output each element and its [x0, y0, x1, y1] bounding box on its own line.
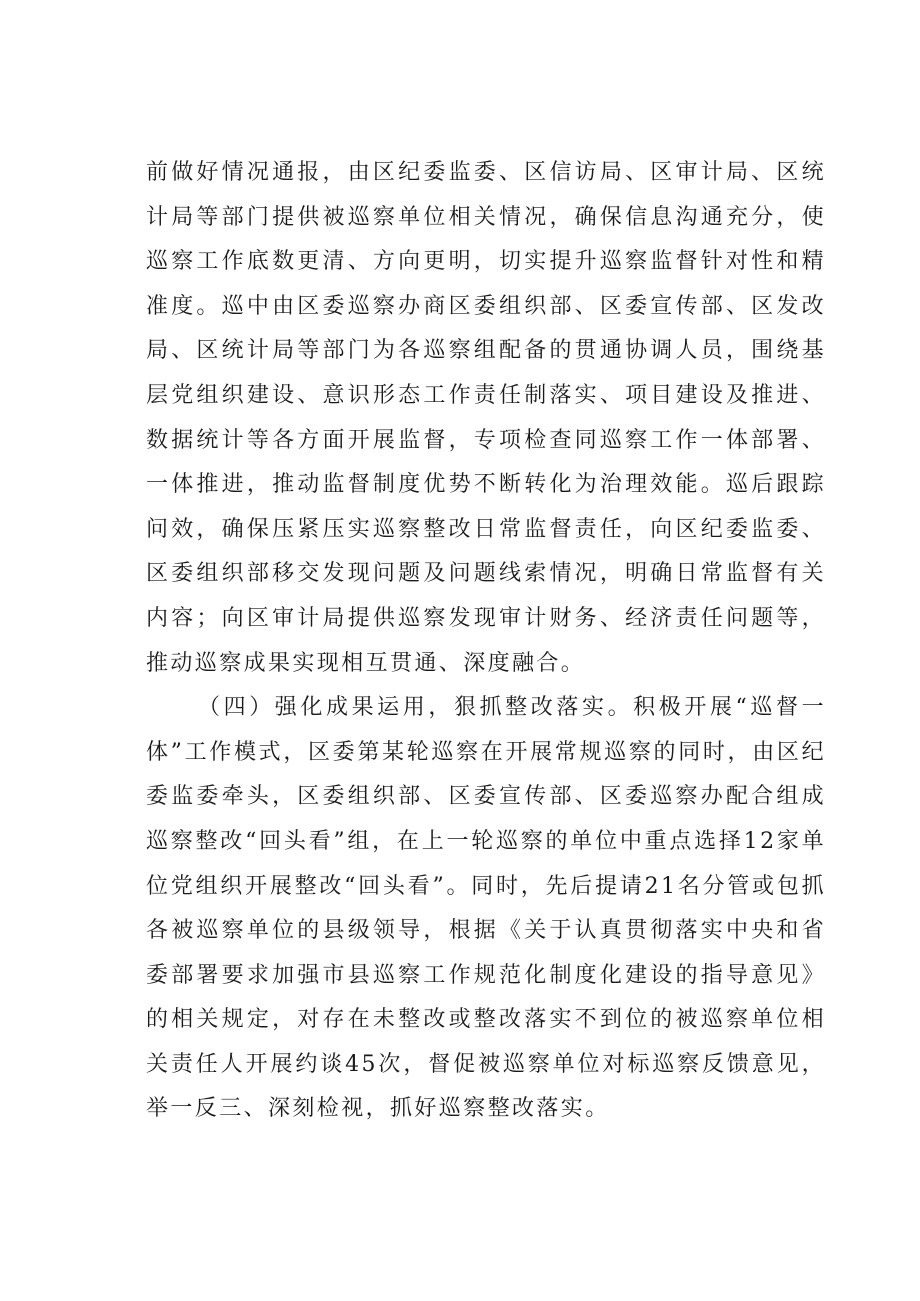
document-body	[146, 151, 826, 1132]
paragraph-continued: 前做好情况通报，由区纪委监委、区信访局、区审计局、区统计局等部门提供被巡察单位相关情况，确保信息沟通充分，使巡察工作底数更清、方向更明，切实提升巡察监督针对性和精准度。巡中由区委巡察办商区委组织部、区委宣传部、区发改局、区统计局等部门为各巡察组配备的贯通协调人员，围绕基层党组织建设、意识形态工作责任制落实、项目建设及推进、数据统计等各方面开展监督，专项检查同巡察工作一体部署、一体推进，推动监督制度优势不断转化为治理效能。巡后跟踪问效，确保压紧压实巡察整改日常监督责任，向区纪委监委、区委组织部移交发现问题及问题线索情况，明确日常监督有关内容；向区审计局提供巡察发现审计财务、经济责任问题等，推动巡察成果实现相互贯通、深度融合。	[146, 160, 826, 676]
paragraph-section-four: （四）强化成果运用，狠抓整改落实。积极开展“巡督一体”工作模式，区委第某轮巡察在开展常规巡察的同时，由区纪委监委牵头，区委组织部、区委宣传部、区委巡察办配合组成巡察整改“回头看”组，在上一轮巡察的单位中重点选择12家单位党组织开展整改“回头看”。同时，先后提请21名分管或包抓各被巡察单位的县级领导，根据《关于认真贯彻落实中央和省委部署要求加强市县巡察工作规范化制度化建设的指导意见》的相关规定，对存在未整改或整改落实不到位的被巡察单位相关责任人开展约谈45次，督促被巡察单位对标巡察反馈意见，举一反三、深刻检视，抓好巡察整改落实。	[146, 695, 826, 1122]
